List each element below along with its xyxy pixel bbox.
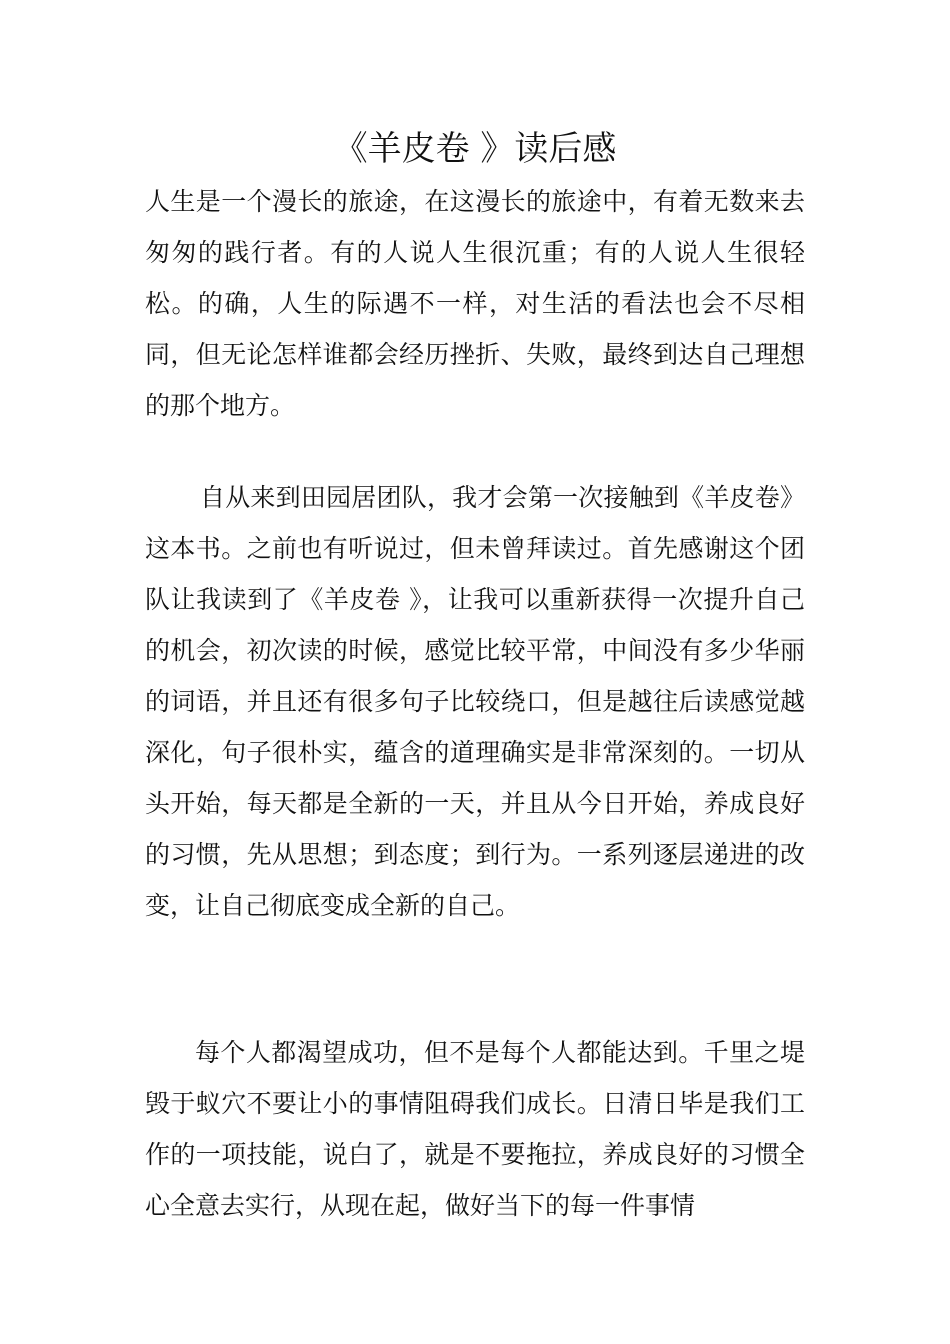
- paragraph-2: 自从来到田园居团队，我才会第一次接触到《羊皮卷》这本书。之前也有听说过，但未曾拜读过。首先感谢这个团队让我读到了《羊皮卷 》，让我可以重新获得一次提升自己的机会，初次读的时候，感觉比较平常，中间没有多少华丽的词语，并且还有很多句子比较绕口，但是越往后读感觉越深化，句子很朴实，蕴含的道理确实是非常深刻的。一切从头开始，每天都是全新的一天，并且从今日开始，养成良好的习惯，先从思想；到态度；到行为。一系列逐层递进的改变，让自己彻底变成全新的自己。: [145, 483, 805, 920]
- paragraph-3: 每个人都渴望成功，但不是每个人都能达到。千里之堤毁于蚁穴不要让小的事情阻碍我们成长。日清日毕是我们工作的一项技能，说白了，就是不要拖拉，养成良好的习惯全心全意去实行，从现在起，做好当下的每一件事情: [145, 1038, 805, 1220]
- document-title: 《羊皮卷 》读后感: [333, 129, 617, 169]
- paragraph-1: 人生是一个漫长的旅途，在这漫长的旅途中，有着无数来去匆匆的践行者。有的人说人生很沉重；有的人说人生很轻松。的确，人生的际遇不一样，对生活的看法也会不尽相同，但无论怎样谁都会经历挫折、失败，最终到达自己理想的那个地方。: [145, 187, 805, 420]
